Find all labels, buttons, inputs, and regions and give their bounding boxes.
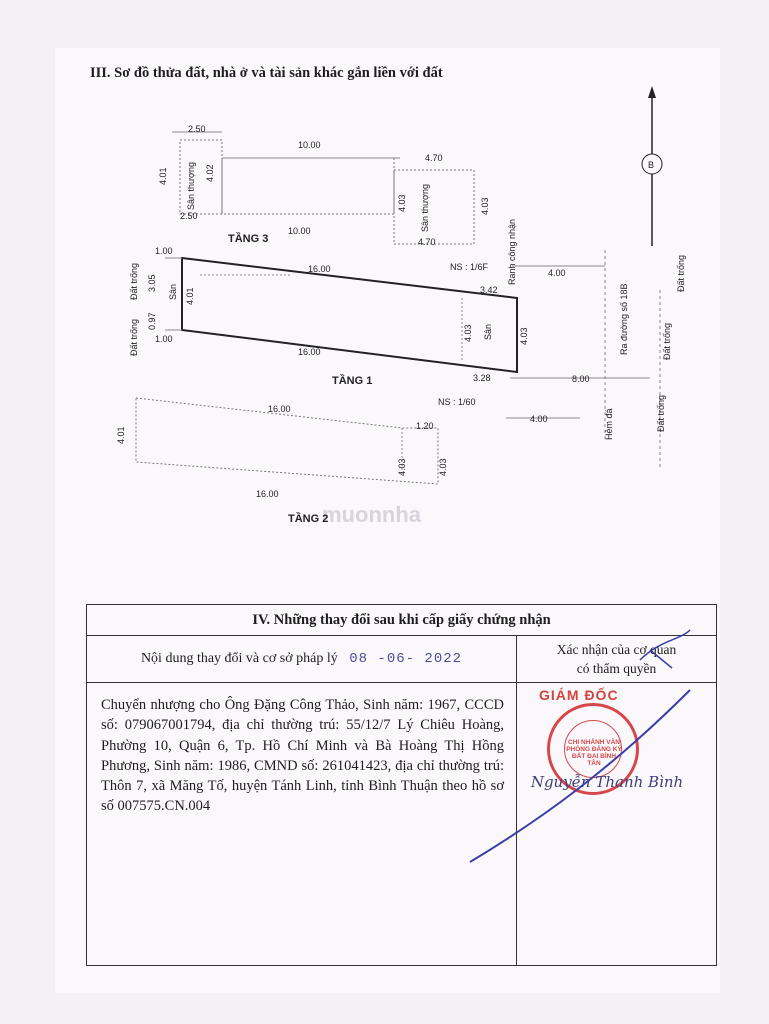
dim-label: 1.00 (155, 334, 173, 344)
dim-label: 4.01 (185, 287, 195, 305)
dim-label: 10.00 (298, 140, 321, 150)
ditch-label: Ranh công nhận (507, 218, 517, 285)
road-area (506, 250, 686, 470)
seal-text: CHI NHÁNH VĂN PHÒNG ĐĂNG KÝ ĐẤT ĐAI BÌNH TÂN (566, 739, 622, 767)
signer-name: Nguyễn Thanh Bình (530, 773, 684, 791)
ns-label: NS : 1/60 (438, 397, 476, 407)
dim-label: 4.03 (519, 327, 529, 345)
empty-land-label: Đất trống (662, 322, 672, 360)
north-label: B (648, 160, 655, 170)
ns-label: NS : 1/6F (450, 262, 489, 272)
yard-label: Sân (168, 283, 178, 300)
section-3-title: III. Sơ đồ thửa đất, nhà ở và tài sản khác gắn liền với đất (90, 65, 443, 81)
dim-label: 16.00 (298, 347, 321, 357)
dim-label: 4.03 (463, 324, 473, 342)
dim-label: 4.03 (397, 194, 407, 212)
empty-land-label: Đất trống (656, 394, 666, 432)
dim-label: 4.00 (548, 268, 566, 278)
date-stamp: 08 -06- 2022 (349, 651, 463, 667)
dim-label: 1.00 (155, 246, 173, 256)
yard-label: Sân (483, 323, 493, 340)
dim-label: 4.01 (116, 426, 126, 444)
dim-label: 4.70 (425, 153, 443, 163)
north-arrow-icon (642, 86, 662, 246)
dim-label: 2.50 (180, 211, 198, 221)
alley-label: Hẻm đá (604, 408, 614, 440)
changes-table (86, 604, 717, 966)
watermark: muonnha (322, 502, 421, 527)
dim-label: 4.00 (530, 414, 548, 424)
road-name-label: Ra đường số 18B (619, 283, 629, 355)
empty-land-label: Đất trống (129, 262, 139, 300)
dim-label: 0.97 (147, 312, 157, 330)
dim-label: 4.03 (438, 458, 448, 476)
dim-label: 4.03 (397, 458, 407, 476)
dim-label: 16.00 (256, 489, 279, 499)
director-title: GIÁM ĐỐC (539, 687, 619, 703)
terrace-label: Sân thượng (186, 162, 196, 210)
dim-label: 3.28 (473, 373, 491, 383)
content-column-header (87, 636, 517, 683)
content-header-label: Nội dung thay đổi và cơ sở pháp lý (140, 651, 338, 666)
floor-2-label: TẦNG 2 (288, 513, 329, 525)
dim-label: 16.00 (308, 264, 331, 274)
authority-column-header (517, 636, 717, 683)
dim-label: 8.00 (572, 374, 590, 384)
floor-3-plan (158, 124, 490, 247)
dim-label: 10.00 (288, 226, 311, 236)
authority-header-line1: Xác nhận của cơ quan (556, 642, 677, 657)
authority-confirmation-cell (517, 683, 717, 966)
dim-label: 4.70 (418, 237, 436, 247)
section-4-title: IV. Những thay đổi sau khi cấp giấy chứng nhận (87, 605, 717, 636)
dim-label: 4.02 (205, 164, 215, 182)
floor-3-label: TẦNG 3 (228, 233, 269, 245)
change-content: Chuyển nhượng cho Ông Đặng Công Thảo, Sinh năm: 1967, CCCD số: 079067001794, địa chỉ thường trú: 55/12/7 Lý Chiêu Hoàng, Phường 10, Quận 6, Tp. Hồ Chí Minh và Bà Hoàng Thị Hồng Phương, Sinh năm: 1986, CMND số: 261041423, địa chỉ thường trú: Thôn 7, xã Măng Tố, huyện Tánh Linh, tỉnh Bình Thuận theo hồ sơ số 007575.CN.004 (87, 683, 517, 966)
dim-label: 3.05 (147, 274, 157, 292)
authority-header-line2: có thẩm quyền (576, 661, 657, 676)
dim-label: 16.00 (268, 404, 291, 414)
floor-1-plan (129, 219, 529, 407)
floor-1-label: TẦNG 1 (332, 375, 373, 387)
empty-land-label: Đất trống (129, 318, 139, 356)
dim-label: 4.01 (158, 167, 168, 185)
terrace-label: Sân thượng (420, 184, 430, 232)
empty-land-label: Đất trống (676, 254, 686, 292)
dim-label: 1.20 (416, 421, 434, 431)
dim-label: 2.50 (188, 124, 206, 134)
dim-label: 4.03 (480, 197, 490, 215)
dim-label: 3.42 (480, 285, 498, 295)
